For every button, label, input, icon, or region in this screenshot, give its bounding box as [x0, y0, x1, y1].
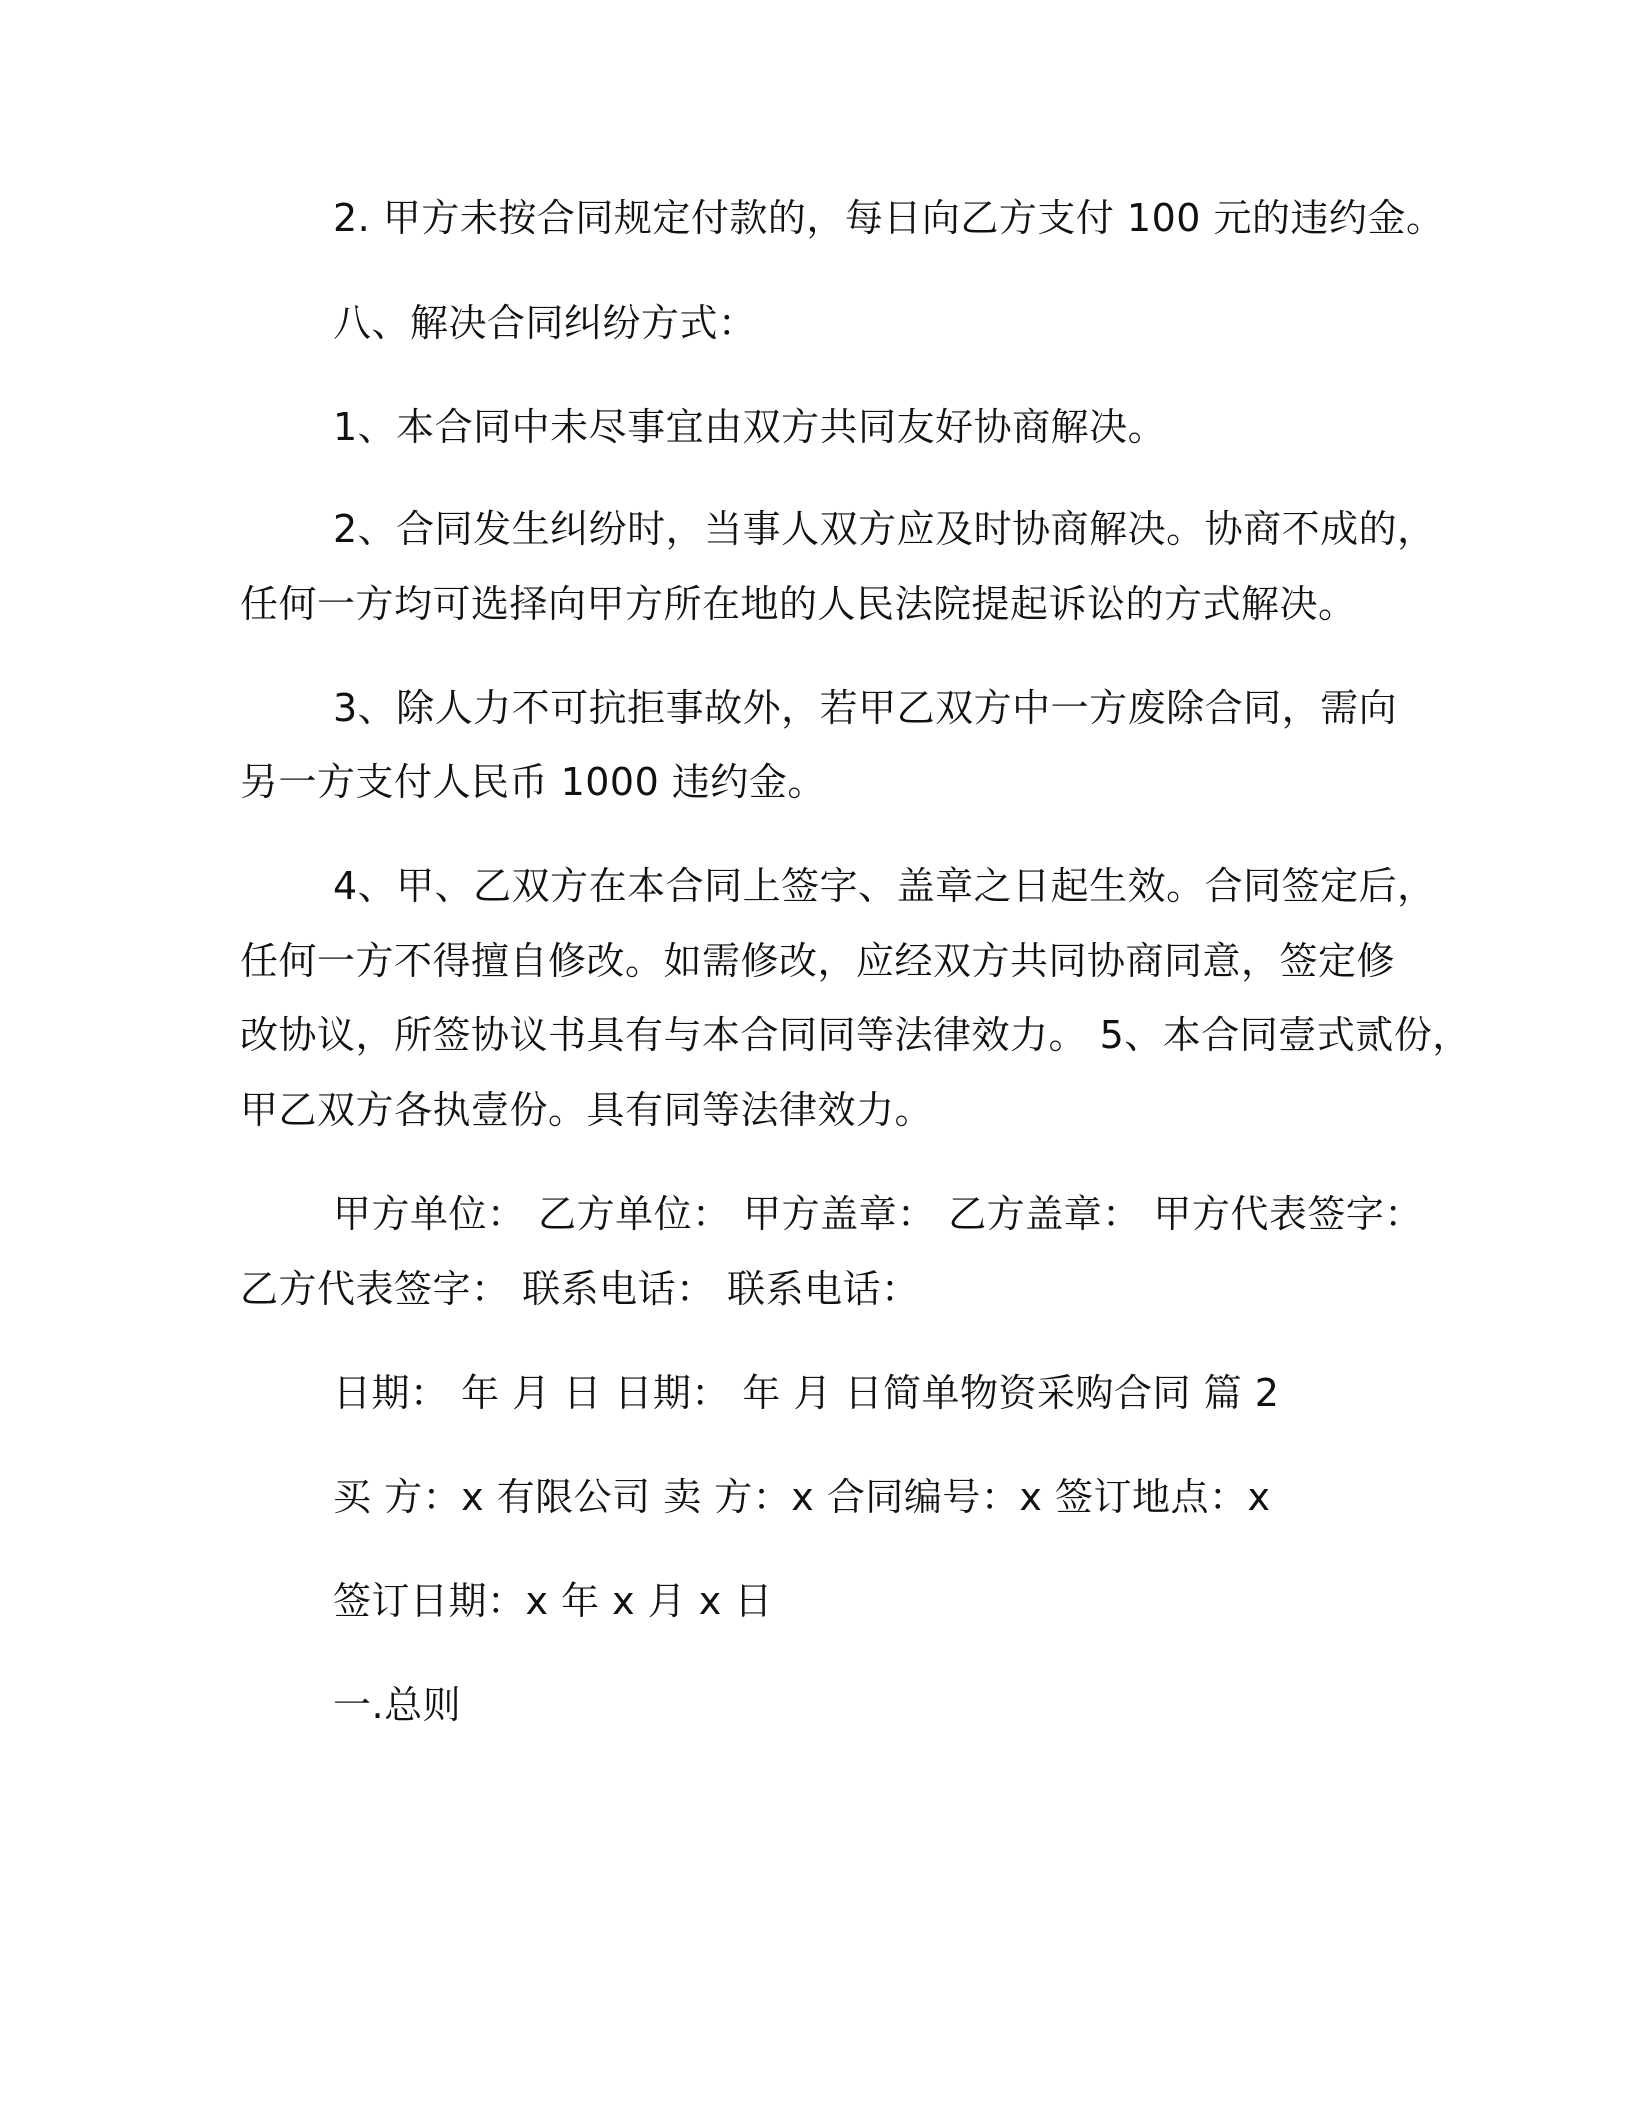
signature-fields-line-1: 甲方单位： 乙方单位： 甲方盖章： 乙方盖章： 甲方代表签字：: [333, 1192, 1423, 1236]
clause-8-4-line-1: 4、甲、乙双方在本合同上签字、盖章之日起生效。合同签定后，: [333, 864, 1436, 908]
clause-8-3-line-1: 3、除人力不可抗拒事故外，若甲乙双方中一方废除合同，需向: [333, 686, 1398, 730]
clause-8-4-line-3: 改协议，所签协议书具有与本合同同等法律效力。 5、本合同壹式贰份，: [240, 1013, 1471, 1057]
general-provisions-heading: 一.总则: [333, 1683, 462, 1727]
contract-parties-line: 买 方：x 有限公司 卖 方：x 合同编号：x 签订地点：x: [333, 1475, 1271, 1519]
signature-fields-line-2: 乙方代表签字： 联系电话： 联系电话：: [240, 1267, 920, 1311]
clause-8-3-line-2: 另一方支付人民币 1000 违约金。: [240, 760, 826, 804]
clause-8-1: 1、本合同中未尽事宜由双方共同友好协商解决。: [333, 405, 1167, 449]
section-8-heading: 八、解决合同纠纷方式：: [333, 301, 757, 345]
clause-8-5-line-2: 甲乙双方各执壹份。具有同等法律效力。: [240, 1088, 934, 1132]
date-fields-line: 日期： 年 月 日 日期： 年 月 日简单物资采购合同 篇 2: [333, 1371, 1280, 1415]
clause-8-2-line-2: 任何一方均可选择向甲方所在地的人民法院提起诉讼的方式解决。: [240, 582, 1357, 626]
clause-8-4-line-2: 任何一方不得擅自修改。如需修改，应经双方共同协商同意，签定修: [240, 939, 1396, 983]
clause-7-2: 2. 甲方未按合同规定付款的，每日向乙方支付 100 元的违约金。: [333, 196, 1445, 240]
signing-date-line: 签订日期：x 年 x 月 x 日: [333, 1579, 773, 1623]
clause-8-2-line-1: 2、合同发生纠纷时，当事人双方应及时协商解决。协商不成的，: [333, 507, 1436, 551]
